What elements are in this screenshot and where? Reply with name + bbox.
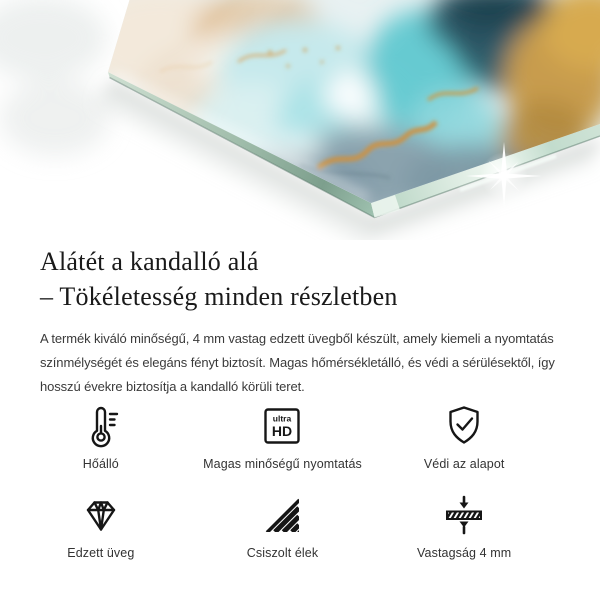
page-title — [40, 244, 398, 314]
feature-print-quality — [192, 402, 374, 471]
feature-label: Védi az alapot — [423, 457, 505, 471]
description-line: színmélységét és elegáns fényt biztosít. Magas hőmérsékletálló, és védi a sérülésektől, így — [40, 355, 555, 370]
feature-thickness — [373, 491, 555, 560]
feature-label: Magas minőségű nyomtatás — [203, 457, 362, 471]
shield-check-icon — [444, 402, 484, 449]
thermometer-icon — [79, 402, 123, 449]
feature-heat-resistant — [10, 402, 192, 471]
feature-label: Hőálló — [82, 457, 119, 471]
feature-label: Edzett üveg — [67, 546, 135, 560]
feature-polished-edges — [192, 491, 374, 560]
description-line: A termék kiváló minőségű, 4 mm vastag edzett üvegből készült, amely kiemeli a nyomtatás — [40, 331, 554, 346]
feature-grid — [10, 402, 555, 560]
ultra-hd-icon — [262, 402, 302, 449]
glass-panel-photo — [0, 0, 600, 240]
feature-protects-base — [373, 402, 555, 471]
product-image — [0, 0, 600, 240]
polished-edges-icon — [262, 491, 302, 538]
thickness-icon — [442, 491, 486, 538]
diamond-icon — [81, 491, 121, 538]
feature-label: Vastagság 4 mm — [417, 546, 512, 560]
feature-label: Csiszolt élek — [246, 546, 319, 560]
product-description — [40, 327, 585, 399]
description-line: hosszú évekre biztosítja a kandalló körüli teret. — [40, 379, 305, 394]
page-title-line-1: Alátét a kandalló alá — [40, 247, 259, 277]
ultra-hd-icon-text-bottom: HD — [272, 422, 293, 439]
feature-tempered-glass — [10, 491, 192, 560]
ultra-hd-icon-text-top: ultra — [273, 413, 292, 423]
ambient-reflection — [0, 0, 110, 156]
page-title-line-2: – Tökéletesség minden részletben — [40, 282, 398, 312]
